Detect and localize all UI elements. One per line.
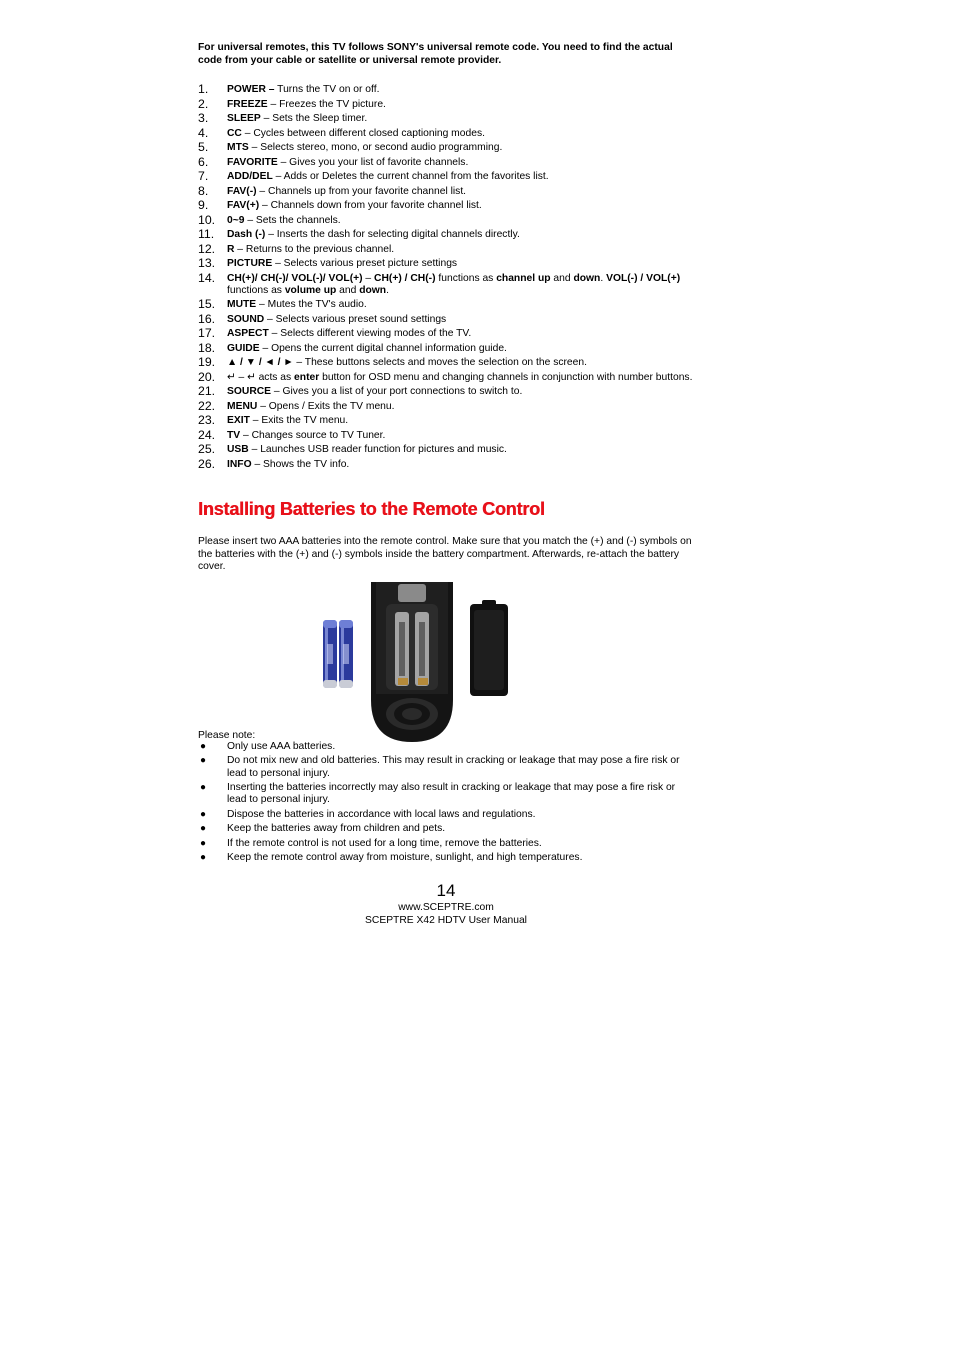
list-item: 3. SLEEP – Sets the Sleep timer. bbox=[198, 111, 368, 125]
list-item-enter: 20. ↵ – ↵ acts as enter button for OSD menu and changing channels in conjunction with number buttons. bbox=[198, 369, 693, 384]
battery-cover-image bbox=[470, 600, 508, 696]
remote-button-list bbox=[198, 84, 694, 471]
bullet-icon: ● bbox=[200, 740, 207, 752]
list-item: 9. FAV(+) – Channels down from your favorite channel list. bbox=[198, 198, 482, 212]
aaa-batteries-image bbox=[323, 620, 353, 688]
list-item: ● If the remote control is not used for a long time, remove the batteries. bbox=[200, 837, 542, 849]
list-item: 12. R – Returns to the previous channel. bbox=[198, 241, 395, 256]
button-name: INFO bbox=[227, 458, 252, 470]
remote-control-image bbox=[371, 582, 453, 742]
list-item: 7. ADD/DEL – Adds or Deletes the current channel from the favorites list. bbox=[198, 169, 549, 183]
button-name: FAV(-) bbox=[227, 185, 257, 197]
list-item: 11. Dash (-) – Inserts the dash for selecting digital channels directly. bbox=[198, 227, 520, 241]
button-name: Dash (-) bbox=[227, 229, 266, 240]
list-item: 15. MUTE – Mutes the TV's audio. bbox=[198, 297, 367, 312]
list-item: 10. 0~9 – Sets the channels. bbox=[198, 212, 341, 227]
universal-remote-note: For universal remotes, this TV follows SONY's universal remote code. You need to find the actual code from your cable or satellite or universal remote provider. bbox=[198, 42, 673, 66]
list-item: 19. ▲ / ▼ / ◄ / ► – These buttons selects and moves the selection on the screen. bbox=[198, 355, 587, 370]
list-item: ● Inserting the batteries incorrectly may also result in cracking or leakage that may pose a fire risk or lead to personal injury. bbox=[200, 781, 676, 806]
list-item: 17. ASPECT – Selects different viewing modes of the TV. bbox=[198, 326, 472, 341]
list-item: ● Only use AAA batteries. bbox=[200, 740, 336, 752]
battery-instructions: Please insert two AAA batteries into the remote control. Make sure that you match the (+) and (-) symbols on the batteries with the (+) and (-) symbols inside the battery compartment. Afterwards, re-attach the battery cover. bbox=[198, 535, 692, 573]
list-item: ● Dispose the batteries in accordance with local laws and regulations. bbox=[200, 808, 536, 820]
list-item: 5. MTS – Selects stereo, mono, or second audio programming. bbox=[198, 140, 503, 154]
list-item: 4. CC – Cycles between different closed captioning modes. bbox=[198, 125, 485, 140]
list-item: 8. FAV(-) – Channels up from your favorite channel list. bbox=[198, 183, 467, 198]
please-note-label: Please note: bbox=[198, 729, 256, 741]
battery-warnings-list bbox=[198, 741, 694, 865]
button-name: FAV(+) bbox=[227, 200, 260, 211]
bullet-icon: ● bbox=[200, 823, 207, 835]
list-item: ● Keep the remote control away from moisture, sunlight, and high temperatures. bbox=[200, 851, 583, 863]
list-item: 21. SOURCE – Gives you a list of your port connections to switch to. bbox=[198, 384, 523, 399]
list-item: ● Do not mix new and old batteries. This may result in cracking or leakage that may pose a fire risk or lead to personal injury. bbox=[200, 755, 680, 779]
button-name: ▲ / ▼ / ◄ / ► bbox=[227, 357, 294, 369]
button-name: MENU bbox=[227, 400, 258, 412]
list-item: 26. INFO – Shows the TV info. bbox=[198, 456, 350, 471]
bullet-icon: ● bbox=[200, 808, 207, 820]
list-item-channel-volume: 14. CH(+)/ CH(-)/ VOL(-)/ VOL(+) – CH(+) / CH(-) functions as channel up and down. VOL(-) / VOL(+) functions as volume up and down. bbox=[198, 270, 681, 296]
list-item: 25. USB – Launches USB reader function for pictures and music. bbox=[198, 442, 507, 457]
list-item: 23. EXIT – Exits the TV menu. bbox=[198, 413, 349, 428]
page-number: 14 bbox=[436, 881, 456, 900]
list-item: ● Keep the batteries away from children and pets. bbox=[200, 823, 446, 835]
button-name: ASPECT bbox=[227, 328, 269, 340]
button-name: FAVORITE bbox=[227, 156, 278, 168]
button-name: ADD/DEL bbox=[227, 171, 273, 182]
bullet-icon: ● bbox=[200, 755, 207, 767]
bullet-icon: ● bbox=[200, 851, 207, 863]
list-item: 2. FREEZE – Freezes the TV picture. bbox=[198, 96, 386, 111]
button-name: GUIDE bbox=[227, 342, 260, 354]
list-item: 16. SOUND – Selects various preset sound settings bbox=[198, 311, 447, 326]
button-name: CC bbox=[227, 127, 242, 139]
manual-title: SCEPTRE X42 HDTV User Manual bbox=[365, 915, 527, 926]
battery-installation-figure bbox=[198, 582, 694, 742]
page-footer bbox=[198, 881, 694, 927]
section-title: Installing Batteries to the Remote Control bbox=[198, 498, 545, 519]
battery-remote-illustration bbox=[198, 582, 694, 742]
list-item: 1. POWER – Turns the TV on or off. bbox=[198, 82, 380, 96]
button-name: SOURCE bbox=[227, 386, 272, 398]
list-item: 22. MENU – Opens / Exits the TV menu. bbox=[198, 398, 395, 413]
button-name: USB bbox=[227, 444, 249, 456]
button-name: SLEEP bbox=[227, 113, 261, 124]
button-name: PICTURE bbox=[227, 258, 273, 269]
button-name: MTS bbox=[227, 142, 249, 153]
button-name: EXIT bbox=[227, 415, 250, 427]
button-name: MUTE bbox=[227, 299, 257, 311]
button-name: POWER – bbox=[227, 84, 275, 95]
button-name: SOUND bbox=[227, 313, 265, 325]
list-item: 24. TV – Changes source to TV Tuner. bbox=[198, 427, 386, 442]
list-item: 6. FAVORITE – Gives you your list of favorite channels. bbox=[198, 154, 469, 169]
button-name: 0~9 bbox=[227, 214, 245, 226]
manual-page bbox=[198, 42, 694, 878]
button-name: FREEZE bbox=[227, 98, 268, 110]
website: www.SCEPTRE.com bbox=[398, 902, 494, 913]
list-item: 18. GUIDE – Opens the current digital channel information guide. bbox=[198, 340, 507, 355]
bullet-icon: ● bbox=[200, 781, 207, 793]
bullet-icon: ● bbox=[200, 837, 207, 849]
button-name: TV bbox=[227, 429, 241, 441]
button-name: R bbox=[227, 243, 235, 255]
list-item: 13. PICTURE – Selects various preset picture settings bbox=[198, 256, 458, 270]
